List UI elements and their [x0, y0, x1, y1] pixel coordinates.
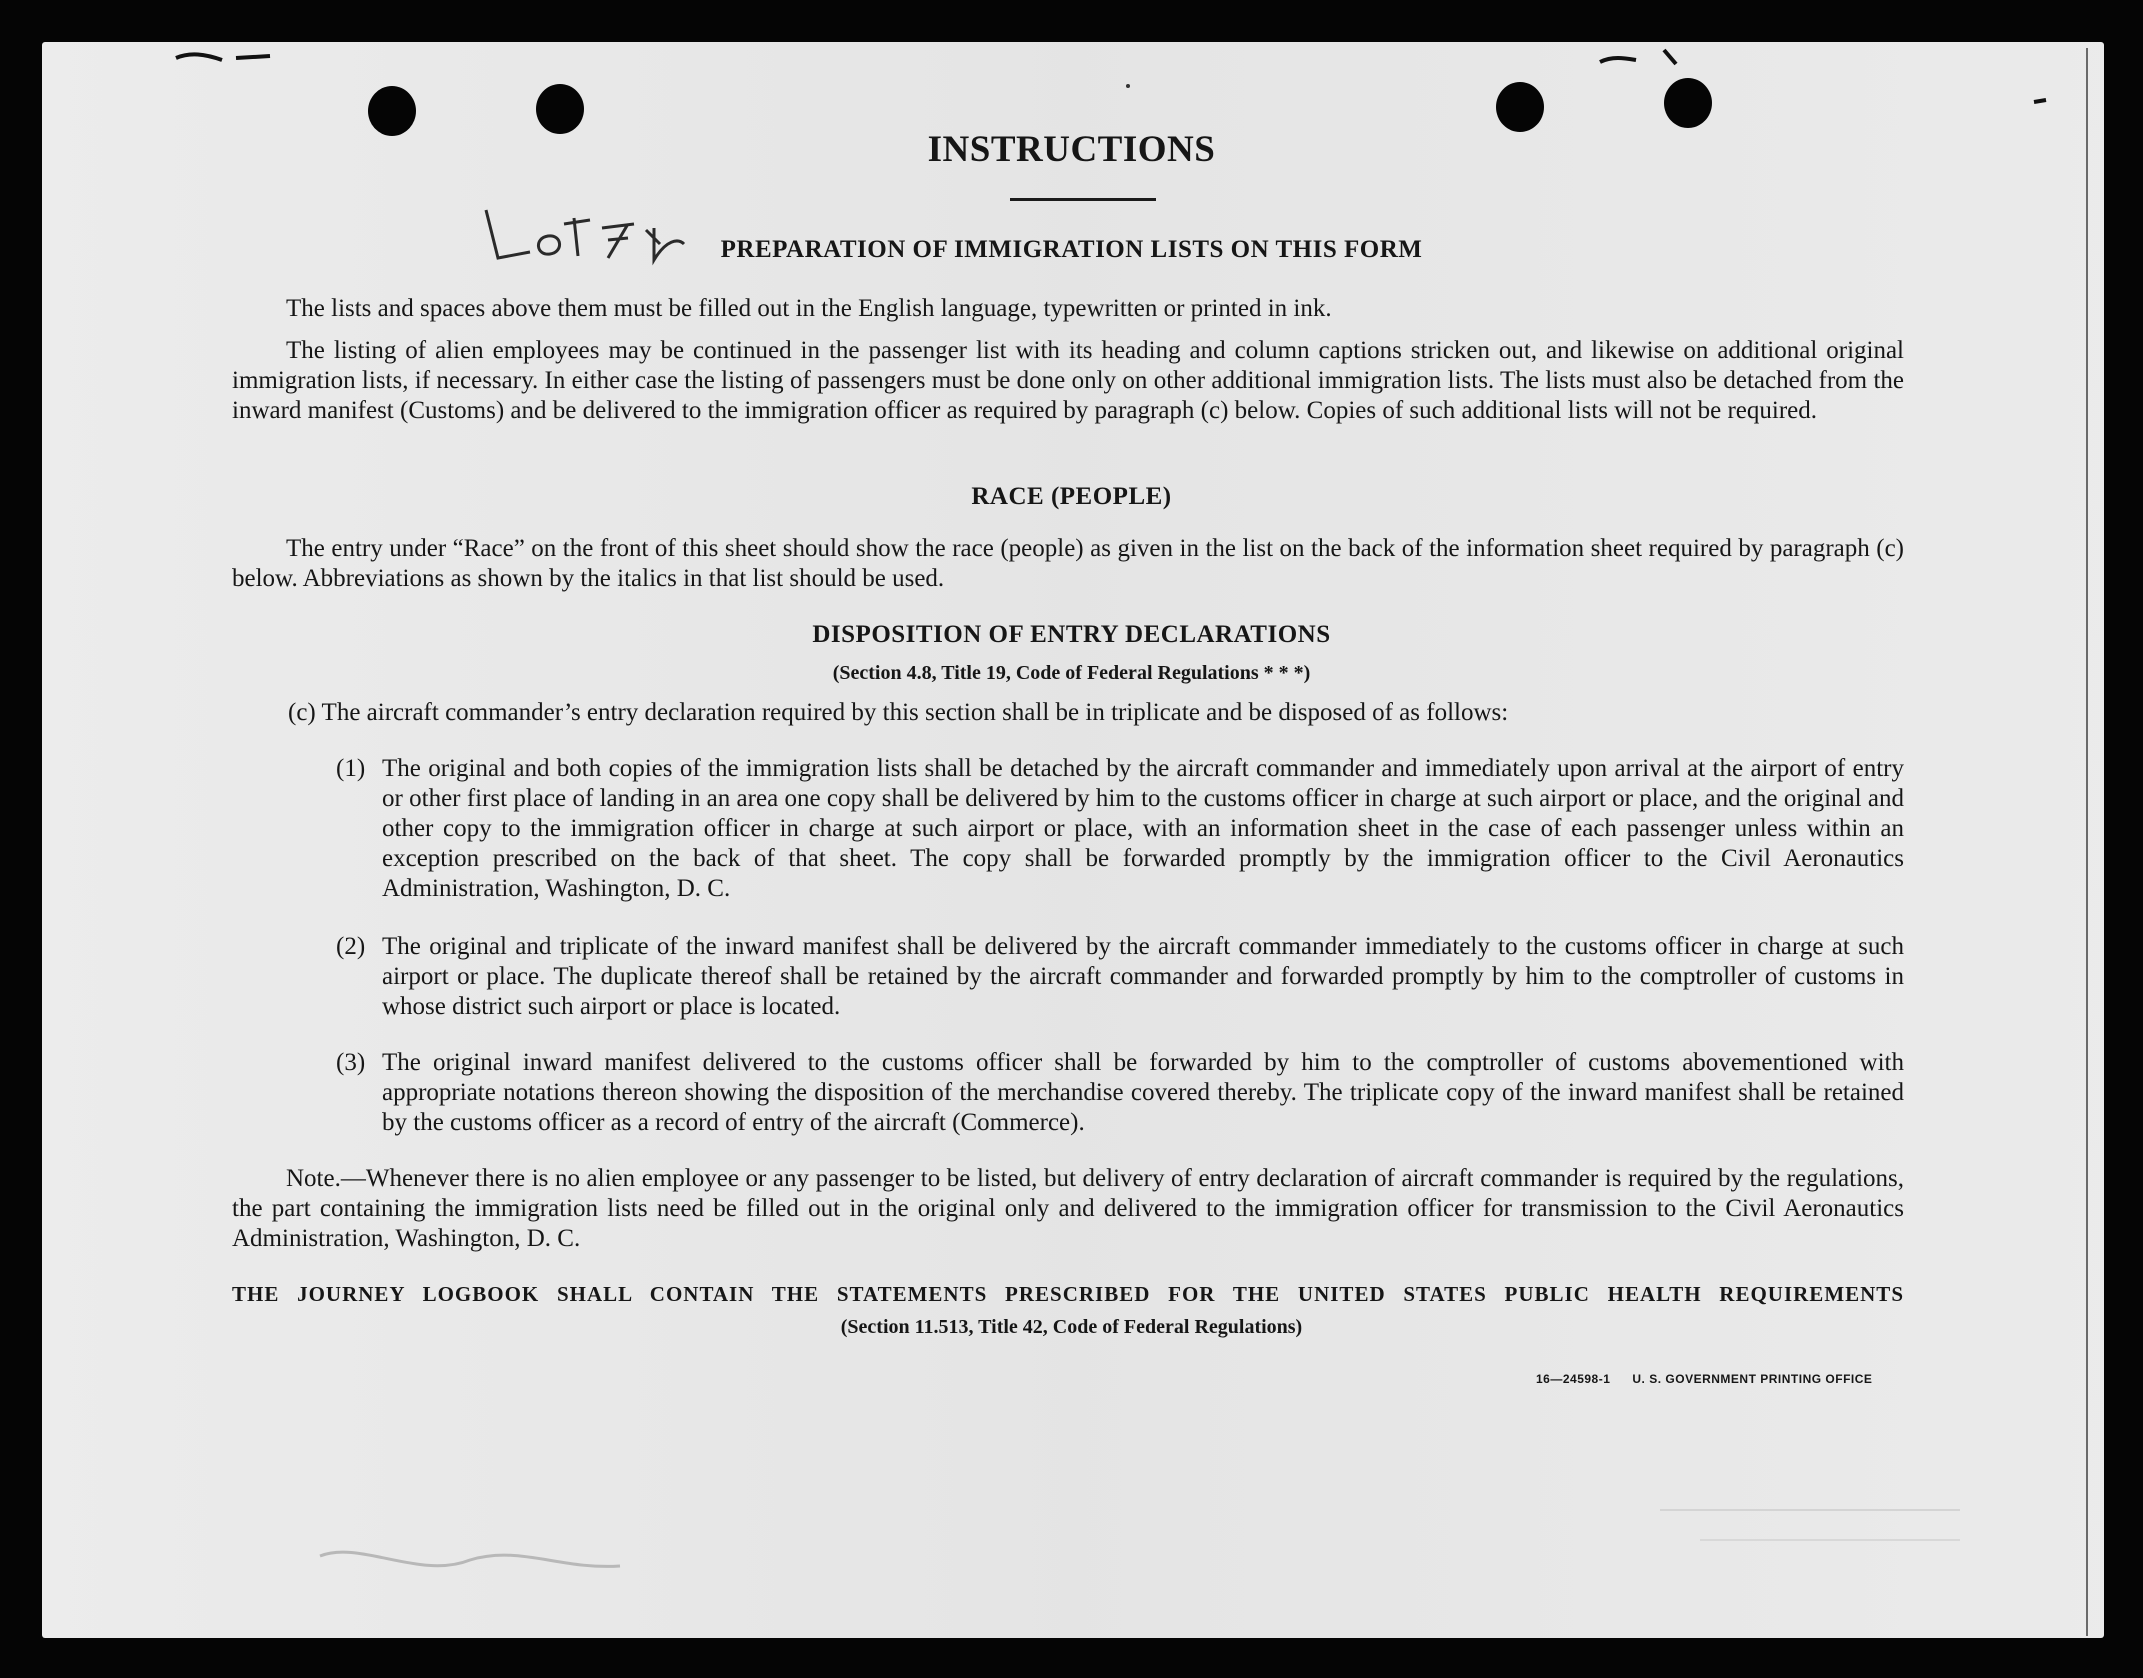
- heading-race: RACE (PEOPLE): [971, 483, 1172, 510]
- preparation-paragraph-1: The lists and spaces above them must be filled out in the English language, typewritten or printed in ink.: [286, 295, 1332, 322]
- disposition-item-3: The original inward manifest delivered to the customs officer shall be forwarded by him to the comptroller of customs abovementioned with appropriate notations thereon showing the disposition of the merchandise covered thereby. The triplicate copy of the inward manifest shall be retained by the customs officer as a record of entry of the aircraft (Commerce).: [382, 1049, 1904, 1136]
- item-number: (3): [336, 1049, 366, 1076]
- heading-preparation: PREPARATION OF IMMIGRATION LISTS ON THIS FORM: [720, 236, 1423, 263]
- disposition-item-1: The original and both copies of the immigration lists shall be detached by the aircraft commander and immediately upon arrival at the airport of entry or other first place of landing in an area one copy shall be delivered by him to the customs officer in charge at such airport or place, and the original and other copy to the immigration officer in charge at such airport or place, with an information sheet in the case of each passenger unless within an exception prescribed on the back of that sheet. The copy shall be forwarded promptly by the immigration officer to the Civil Aeronautics Administration, Washington, D. C.: [382, 755, 1904, 902]
- health-citation: (Section 11.513, Title 42, Code of Federal Regulations): [840, 1316, 1303, 1338]
- heading-disposition: DISPOSITION OF ENTRY DECLARATIONS: [812, 621, 1331, 648]
- page-title: INSTRUCTIONS: [927, 129, 1216, 170]
- note-paragraph: Note.—Whenever there is no alien employee or any passenger to be listed, but delivery of entry declaration of aircraft commander is required by the regulations, the part containing the immigration lists need be filled out in the original only and delivered to the immigration officer for transmission to the Civil Aeronautics Administration, Washington, D. C.: [232, 1165, 1904, 1252]
- disposition-intro: (c) The aircraft commander’s entry declaration required by this section shall be in triplicate and be disposed of as follows:: [288, 699, 1509, 726]
- health-statement: THE JOURNEY LOGBOOK SHALL CONTAIN THE STATEMENTS PRESCRIBED FOR THE UNITED STATES PUBLIC HEALTH REQUIREMENTS: [232, 1282, 1904, 1306]
- race-paragraph: The entry under “Race” on the front of this sheet should show the race (people) as given in the list on the back of the information sheet required by paragraph (c) below. Abbreviations as shown by the italics in that list should be used.: [232, 535, 1904, 592]
- item-number: (2): [336, 933, 366, 960]
- form-number: 16—24598-1: [1536, 1372, 1611, 1386]
- disposition-citation: (Section 4.8, Title 19, Code of Federal Regulations * * *): [832, 662, 1311, 684]
- item-number: (1): [336, 755, 366, 782]
- preparation-paragraph-2: The listing of alien employees may be continued in the passenger list with its heading and column captions stricken out, and likewise on additional original immigration lists, if necessary. In either case the listing of passengers must be done only on other additional immigration lists. The lists must also be detached from the inward manifest (Customs) and be delivered to the immigration officer as required by paragraph (c) below. Copies of such additional lists will not be required.: [232, 337, 1904, 424]
- disposition-item-2: The original and triplicate of the inward manifest shall be delivered by the aircraft commander immediately to the customs officer in charge at such airport or place. The duplicate thereof shall be retained by the aircraft commander and forwarded promptly by him to the comptroller of customs in whose district such airport or place is located.: [382, 933, 1904, 1020]
- printer-name: U. S. GOVERNMENT PRINTING OFFICE: [1632, 1372, 1873, 1386]
